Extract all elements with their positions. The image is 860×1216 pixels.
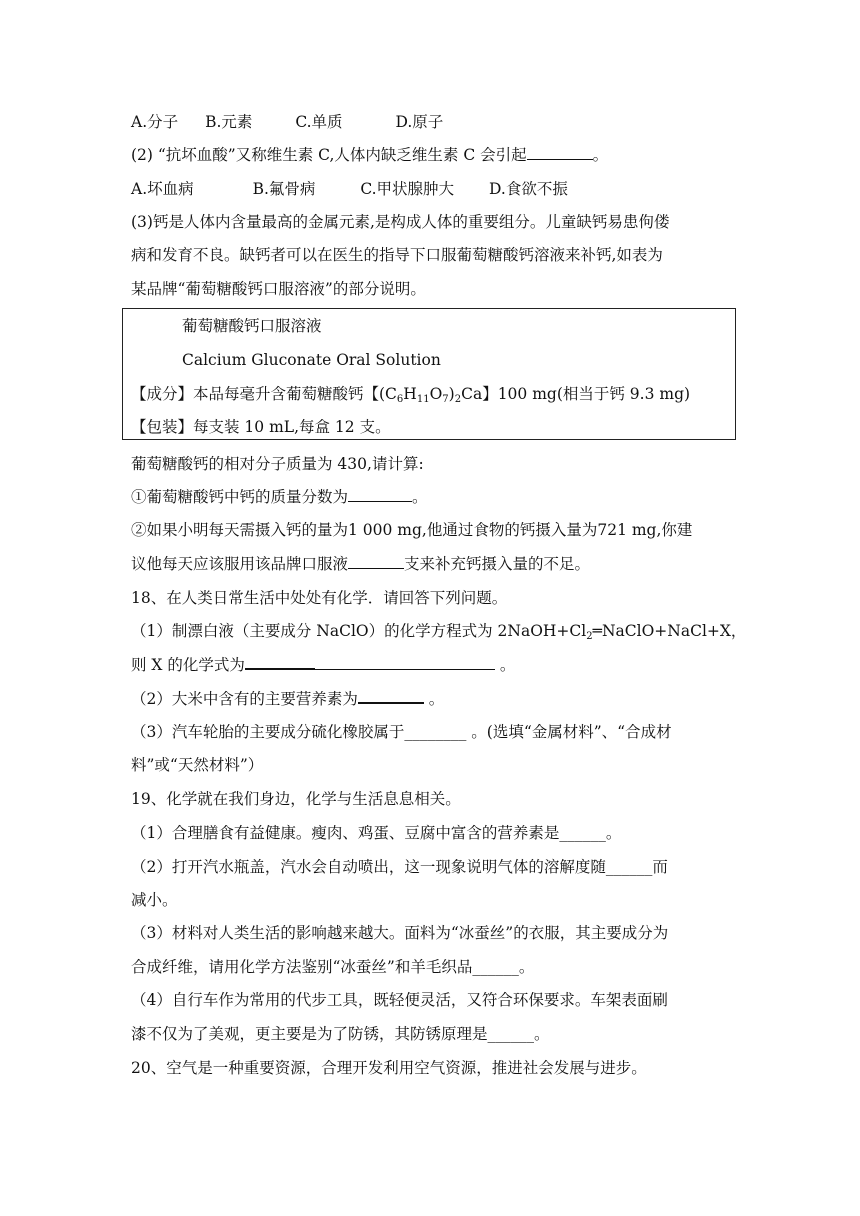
q18-p2: [131, 688, 444, 710]
q2-stem: [131, 144, 608, 166]
ingredient-suffix: Ca】100 mg(相当于钙 9.3 mg): [461, 385, 691, 403]
q3-line-2: 病和发育不良。缺钙者可以在医生的指导下口服葡萄糖酸钙溶液来补钙,如表为: [131, 246, 663, 264]
q19-title: 19、化学就在我们身边，化学与生活息息相关。: [131, 790, 461, 808]
q18-p3-line-2: 料”或“天然材料”）: [131, 756, 264, 774]
option-c: C.甲状腺肿大: [360, 180, 455, 198]
q18-title: 18、在人类日常生活中处处有化学．请回答下列问题。: [131, 589, 508, 607]
q3-line-3: 某品牌“葡萄糖酸钙口服溶液”的部分说明。: [131, 280, 426, 298]
q19-p2-line-2: 减小。: [131, 891, 178, 909]
q18-p2-text: （2）大米中含有的主要营养素为: [131, 690, 358, 708]
option-b: B.元素: [205, 113, 253, 131]
q19-p1: （1）合理膳食有益健康。瘦肉、鸡蛋、豆腐中富含的营养素是______。: [131, 824, 622, 842]
q19-p3-line-1: （3）材料对人类生活的影响越来越大。面料为“冰蚕丝”的衣服，其主要成分为: [131, 924, 669, 942]
calc-item-2-line-2: [131, 553, 590, 575]
q18-p1-line-2-end: 。: [494, 656, 516, 674]
calc-intro: 葡萄糖酸钙的相对分子质量为 430,请计算:: [131, 455, 424, 473]
q18-p1-line-2: [131, 654, 515, 676]
calc-item-2-text: 议他每天应该服用该品牌口服液: [131, 555, 349, 573]
label-package: 【包装】每支装 10 mL,每盒 12 支。: [131, 418, 391, 436]
q3-line-1: (3)钙是人体内含量最高的金属元素,是构成人体的重要组分。儿童缺钙易患佝偻: [131, 213, 670, 231]
q18-p1-line-2-text: 则 X 的化学式为: [131, 656, 245, 674]
option-a: A.分子: [131, 113, 179, 131]
answer-blank[interactable]: [358, 688, 424, 704]
calc-item-1-end: 。: [412, 488, 428, 506]
answer-blank[interactable]: [348, 487, 412, 502]
formula-sub-h: 11: [416, 394, 430, 405]
formula-sub-o: 7: [442, 394, 449, 405]
answer-blank[interactable]: [348, 554, 404, 569]
product-label-box: [122, 308, 736, 440]
q2-end: 。: [592, 146, 609, 164]
calc-item-2-end: 支来补充钙摄入量的不足。: [404, 555, 591, 573]
q18-p1-rest: NaClO+NaCl+X，: [601, 622, 747, 640]
formula-o: O: [429, 385, 443, 403]
label-title-en: Calcium Gluconate Oral Solution: [182, 351, 441, 369]
q2-options: [131, 178, 568, 200]
calc-item-1-text: ①葡萄糖酸钙中钙的质量分数为: [131, 488, 349, 506]
q2-text: (2) “抗坏血酸”又称维生素 C,人体内缺乏维生素 C 会引起: [131, 146, 527, 164]
answer-blank-extension[interactable]: [315, 655, 495, 670]
option-c: C.单质: [295, 113, 343, 131]
answer-blank[interactable]: [527, 145, 593, 160]
calc-item-2-line-1: ②如果小明每天需摄入钙的量为1 000 mg,他通过食物的钙摄入量为721 mg,你建: [131, 521, 693, 539]
q19-p2-line-1: （2）打开汽水瓶盖，汽水会自动喷出，这一现象说明气体的溶解度随______而: [131, 858, 668, 876]
option-a: A.坏血病: [131, 180, 194, 198]
label-title-cn: 葡萄糖酸钙口服溶液: [182, 317, 322, 335]
q18-p1-text: （1）制漂白液（主要成分 NaClO）的化学方程式为 2NaOH+Cl: [131, 622, 587, 640]
q18-p1-equals: ═: [592, 622, 602, 640]
q19-p4-line-1: （4）自行车作为常用的代步工具，既轻便灵活，又符合环保要求。车架表面刷: [131, 991, 668, 1009]
answer-blank[interactable]: [245, 654, 315, 670]
option-b: B.氟骨病: [252, 180, 316, 198]
formula-sub-c: 6: [396, 394, 404, 405]
calc-item-1: [131, 486, 428, 508]
q18-p1-line-1: [131, 620, 746, 642]
q20-title: 20、空气是一种重要资源，合理开发利用空气资源，推进社会发展与进步。: [131, 1059, 647, 1077]
ingredient-prefix: 【成分】本品每毫升含葡萄糖酸钙【(C: [131, 385, 397, 403]
q18-p1-sub: 2: [586, 631, 593, 642]
option-d: D.原子: [395, 113, 444, 131]
q18-p3-line-1: （3）汽车轮胎的主要成分硫化橡胶属于________ 。(选填“金属材料”、“合成材: [131, 723, 672, 741]
q18-p2-end: 。: [423, 690, 445, 708]
q19-p3-line-2: 合成纤维，请用化学方法鉴别“冰蚕丝”和羊毛织品______。: [131, 958, 535, 976]
formula-h: H: [403, 385, 417, 403]
option-d: D.食欲不振: [489, 180, 568, 198]
formula-close: ): [448, 385, 455, 403]
formula-sub-group: 2: [454, 394, 462, 405]
q19-p4-line-2: 漆不仅为了美观，更主要是为了防锈，其防锈原理是______。: [131, 1025, 550, 1043]
label-ingredient: [131, 383, 690, 405]
prev-question-options: [131, 111, 443, 133]
